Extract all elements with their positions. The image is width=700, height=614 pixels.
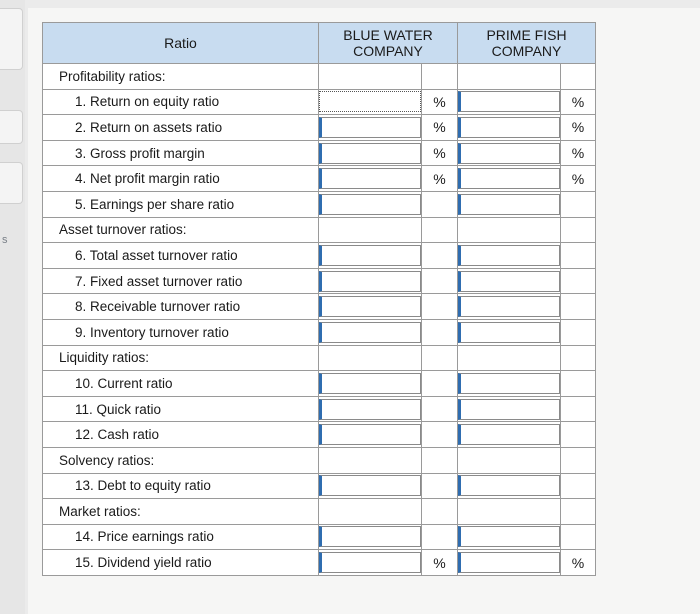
percent-unit [561, 294, 596, 320]
blank-cell [458, 447, 561, 473]
company2-input[interactable] [458, 143, 560, 164]
category-row [43, 499, 596, 525]
company2-input[interactable] [458, 373, 560, 394]
company2-input[interactable] [458, 526, 560, 547]
ratio-label: 6. Total asset turnover ratio [43, 243, 319, 269]
blank-cell [422, 64, 458, 90]
ratio-row [43, 473, 596, 499]
ratio-row [43, 243, 596, 269]
blank-cell [458, 499, 561, 525]
percent-unit: % [422, 89, 458, 115]
company2-input[interactable] [458, 475, 560, 496]
percent-unit: % [422, 550, 458, 576]
blank-cell [561, 447, 596, 473]
company1-input[interactable] [319, 322, 421, 343]
percent-unit [561, 191, 596, 217]
ratio-label: 2. Return on assets ratio [43, 115, 319, 141]
ratio-row [43, 166, 596, 192]
company1-cell [319, 371, 422, 397]
blank-cell [422, 345, 458, 371]
category-row [43, 217, 596, 243]
blank-cell [458, 217, 561, 243]
blank-cell [561, 499, 596, 525]
ratio-label: 1. Return on equity ratio [43, 89, 319, 115]
company2-cell [458, 524, 561, 550]
blank-cell [422, 447, 458, 473]
blank-cell [458, 345, 561, 371]
percent-unit [561, 268, 596, 294]
percent-unit [561, 396, 596, 422]
company1-input[interactable] [319, 271, 421, 292]
percent-unit [561, 524, 596, 550]
blank-cell [319, 447, 422, 473]
ratio-label: 13. Debt to equity ratio [43, 473, 319, 499]
percent-unit [422, 524, 458, 550]
company2-input[interactable] [458, 322, 560, 343]
category-label: Liquidity ratios: [43, 345, 319, 371]
ratio-row [43, 422, 596, 448]
company2-cell [458, 319, 561, 345]
ratio-label: 15. Dividend yield ratio [43, 550, 319, 576]
percent-unit [422, 371, 458, 397]
side-stub-letter: s [2, 234, 8, 246]
company2-input[interactable] [458, 194, 560, 215]
company2-input[interactable] [458, 168, 560, 189]
ratio-label: 5. Earnings per share ratio [43, 191, 319, 217]
company1-input[interactable] [319, 475, 421, 496]
blank-cell [458, 64, 561, 90]
company2-cell [458, 396, 561, 422]
blank-cell [319, 345, 422, 371]
percent-unit [422, 243, 458, 269]
company1-cell [319, 294, 422, 320]
ratio-label: 7. Fixed asset turnover ratio [43, 268, 319, 294]
percent-unit [561, 371, 596, 397]
company1-input[interactable] [319, 245, 421, 266]
percent-unit [422, 191, 458, 217]
ratio-label: 4. Net profit margin ratio [43, 166, 319, 192]
ratio-label: 12. Cash ratio [43, 422, 319, 448]
company1-cell [319, 243, 422, 269]
percent-unit [422, 294, 458, 320]
ratio-row [43, 396, 596, 422]
category-label: Asset turnover ratios: [43, 217, 319, 243]
blank-cell [561, 64, 596, 90]
company1-input[interactable] [319, 194, 421, 215]
company1-cell [319, 89, 422, 115]
company1-header: BLUE WATER COMPANY [319, 23, 458, 64]
percent-unit: % [561, 550, 596, 576]
percent-unit: % [561, 166, 596, 192]
company1-input[interactable] [319, 117, 421, 138]
company2-input[interactable] [458, 424, 560, 445]
percent-unit [561, 319, 596, 345]
percent-unit: % [422, 140, 458, 166]
blank-cell [422, 499, 458, 525]
company1-cell [319, 115, 422, 141]
percent-unit: % [422, 166, 458, 192]
percent-unit: % [561, 89, 596, 115]
percent-unit [561, 473, 596, 499]
company2-cell [458, 371, 561, 397]
ratio-row [43, 191, 596, 217]
percent-unit [561, 422, 596, 448]
blank-cell [422, 217, 458, 243]
company1-cell [319, 191, 422, 217]
company1-cell [319, 396, 422, 422]
ratio-row [43, 371, 596, 397]
company1-cell [319, 319, 422, 345]
percent-unit [422, 319, 458, 345]
blank-cell [319, 499, 422, 525]
company1-input[interactable] [319, 143, 421, 164]
company1-cell [319, 422, 422, 448]
company2-cell [458, 166, 561, 192]
company2-cell [458, 473, 561, 499]
company2-cell [458, 89, 561, 115]
company1-input[interactable] [319, 168, 421, 189]
company1-input[interactable] [319, 91, 421, 112]
left-card [0, 162, 23, 204]
ratio-label: 14. Price earnings ratio [43, 524, 319, 550]
company2-input[interactable] [458, 245, 560, 266]
ratio-label: 3. Gross profit margin [43, 140, 319, 166]
company2-input[interactable] [458, 399, 560, 420]
ratio-row [43, 524, 596, 550]
company2-cell [458, 268, 561, 294]
ratio-row [43, 89, 596, 115]
ratio-row [43, 294, 596, 320]
percent-unit [422, 422, 458, 448]
company2-cell [458, 294, 561, 320]
company2-cell [458, 243, 561, 269]
left-panel [0, 0, 25, 614]
ratio-column-header: Ratio [43, 23, 319, 64]
company2-cell [458, 191, 561, 217]
company2-header: PRIME FISH COMPANY [458, 23, 596, 64]
company2-cell [458, 140, 561, 166]
ratio-label: 10. Current ratio [43, 371, 319, 397]
category-row [43, 447, 596, 473]
company1-cell [319, 268, 422, 294]
company1-cell [319, 550, 422, 576]
category-row [43, 64, 596, 90]
category-row [43, 345, 596, 371]
blank-cell [319, 64, 422, 90]
percent-unit: % [561, 140, 596, 166]
company1-input[interactable] [319, 526, 421, 547]
category-label: Market ratios: [43, 499, 319, 525]
percent-unit [422, 473, 458, 499]
percent-unit [561, 243, 596, 269]
ratio-table [42, 22, 596, 576]
ratio-rows [43, 64, 596, 576]
blank-cell [319, 217, 422, 243]
ratio-row [43, 140, 596, 166]
ratio-row [43, 268, 596, 294]
company2-input[interactable] [458, 91, 560, 112]
company1-input[interactable] [319, 552, 421, 573]
ratio-label: 11. Quick ratio [43, 396, 319, 422]
ratio-row [43, 550, 596, 576]
ratio-label: 8. Receivable turnover ratio [43, 294, 319, 320]
category-label: Solvency ratios: [43, 447, 319, 473]
company1-cell [319, 473, 422, 499]
company2-input[interactable] [458, 552, 560, 573]
ratio-row [43, 115, 596, 141]
blank-cell [561, 217, 596, 243]
ratio-row [43, 319, 596, 345]
company2-cell [458, 422, 561, 448]
percent-unit: % [422, 115, 458, 141]
ratio-label: 9. Inventory turnover ratio [43, 319, 319, 345]
company2-input[interactable] [458, 296, 560, 317]
percent-unit [422, 396, 458, 422]
left-card [0, 110, 23, 144]
blank-cell [561, 345, 596, 371]
company1-cell [319, 524, 422, 550]
company1-cell [319, 140, 422, 166]
percent-unit [422, 268, 458, 294]
company1-input[interactable] [319, 399, 421, 420]
company2-input[interactable] [458, 271, 560, 292]
company1-input[interactable] [319, 373, 421, 394]
company1-cell [319, 166, 422, 192]
left-card [0, 8, 23, 70]
company1-input[interactable] [319, 296, 421, 317]
company2-cell [458, 550, 561, 576]
company1-input[interactable] [319, 424, 421, 445]
company2-cell [458, 115, 561, 141]
company2-input[interactable] [458, 117, 560, 138]
percent-unit: % [561, 115, 596, 141]
category-label: Profitability ratios: [43, 64, 319, 90]
